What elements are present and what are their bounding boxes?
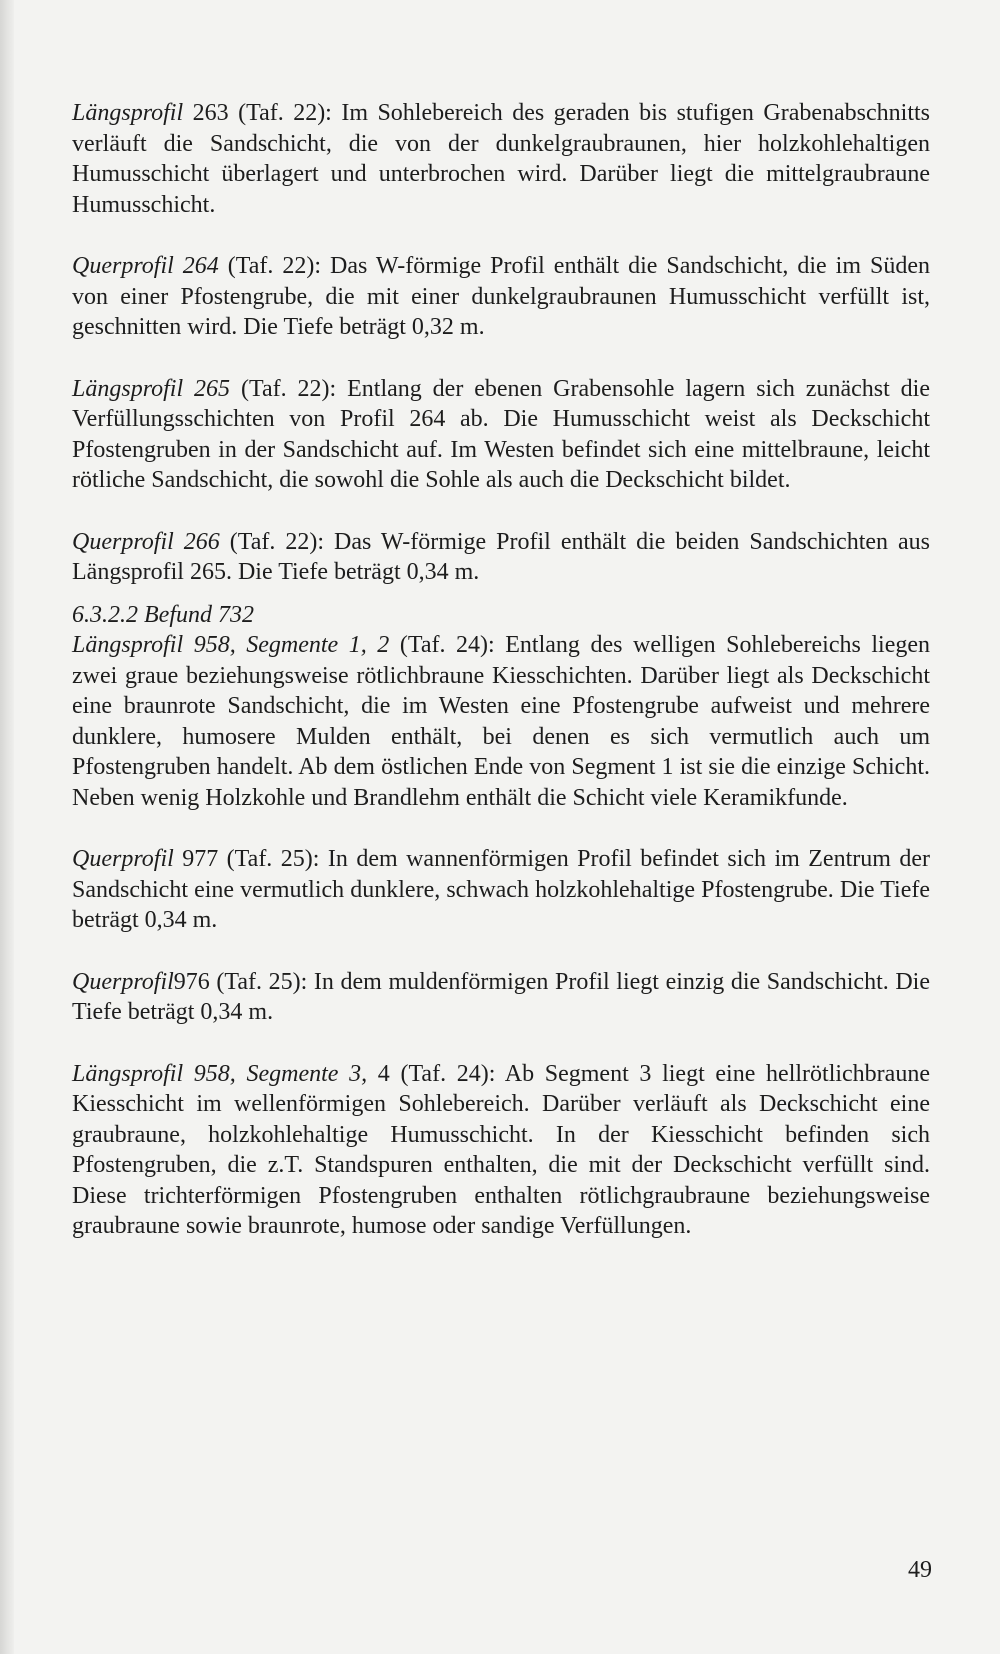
profile-number: 263 — [183, 100, 229, 126]
profile-label: Querprofil 266 — [72, 528, 220, 555]
profile-number: 4 — [367, 1060, 390, 1087]
paragraph-laengsprofil-265 — [72, 374, 930, 496]
plate-reference: (Taf. 22): — [230, 375, 348, 402]
paragraph-querprofil-976 — [72, 967, 930, 1028]
paragraph-querprofil-977 — [72, 844, 930, 936]
plate-reference: (Taf. 22): — [219, 528, 335, 555]
profile-label: Längsprofil — [72, 100, 184, 126]
paragraph-querprofil-266 — [72, 527, 930, 588]
paragraph-text: Das W-förmige Profil enthält die Sandschicht, die im Süden von einer Pfostengrube, die mit einer dunkelgraubraunen Humusschicht verfüllt ist, geschnitten wird. Die Tiefe beträgt 0,32 m. — [72, 253, 930, 340]
profile-number: 976 — [173, 968, 210, 995]
paragraph-laengsprofil-263 — [72, 98, 930, 220]
profile-label: Querprofil — [72, 968, 174, 995]
profile-label: Querprofil 264 — [72, 253, 219, 279]
paragraph-text: In dem muldenförmigen Profil liegt einzig die Sandschicht. Die Tiefe beträgt 0,34 m. — [72, 968, 930, 1025]
plate-reference: (Taf. 24): — [389, 1060, 505, 1087]
profile-label: Querprofil — [72, 846, 174, 872]
paragraph-text: Im Sohlebereich des geraden bis stufigen Grabenabschnitts verläuft die Sandschicht, die von der dunkelgraubraunen, hier holzkohlehaltigen Humusschicht überlagert und unterbrochen wird. Darüber liegt die mittelgraubraune Humusschicht. — [72, 100, 931, 218]
page-binding-shadow — [0, 0, 14, 1654]
profile-number: 977 — [173, 846, 219, 872]
plate-reference: (Taf. 22): — [218, 253, 330, 279]
plate-reference: (Taf. 24): — [389, 632, 506, 658]
paragraph-text: Das W-förmige Profil enthält die beiden Sandschichten aus Längsprofil 265. Die Tiefe beträgt 0,34 m. — [72, 528, 931, 585]
profile-label: Längsprofil 958, Segmente 3, — [72, 1060, 368, 1087]
paragraph-laengsprofil-958-segments-3-4 — [72, 1059, 930, 1242]
paragraph-laengsprofil-958-segments-1-2 — [72, 630, 930, 813]
paragraph-text: Entlang der ebenen Grabensohle lagern sich zunächst die Verfüllungsschichten von Profil 264 ab. Die Humusschicht weist als Deckschicht Pfostengruben in der Sandschicht auf. Im Westen befindet sich eine mittelbraune, leicht rötliche Sandschicht, die sowohl die Sohle als auch die Deckschicht bildet. — [72, 375, 931, 493]
profile-label: Längsprofil 265 — [72, 375, 231, 402]
paragraph-text: In dem wannenförmigen Profil befindet sich im Zentrum der Sandschicht eine vermutlich dunklere, schwach holzkohlehaltige Pfostengrube. Die Tiefe beträgt 0,34 m. — [72, 846, 930, 933]
paragraph-querprofil-264 — [72, 251, 930, 343]
body-text — [72, 98, 930, 1242]
page-number: 49 — [908, 1557, 932, 1583]
paragraph-text: Ab Segment 3 liegt eine hellrötlichbraune Kiesschicht im wellenförmigen Sohlebereich. Darüber verläuft als Deckschicht eine graubraune, holzkohlehaltige Humusschicht. In der Kiesschicht befinden sich Pfostengruben, die z.T. Standspuren enthalten, die mit der Deckschicht verfüllt sind. Diese trichterförmigen Pfostengruben enthalten rötlichgraubraune beziehungsweise graubraune sowie braunrote, humose oder sandige Verfüllungen. — [72, 1060, 930, 1239]
paragraph-text: Entlang des welligen Sohlebereichs liegen zwei graue beziehungsweise rötlichbraune Kiesschichten. Darüber liegt als Deckschicht eine braunrote Sandschicht, die im Westen eine Pfostengrube aufweist und mehrere dunklere, humosere Mulden enthält, bei denen es sich vermutlich auch um Pfostengruben handelt. Ab dem östlichen Ende von Segment 1 ist sie die einzige Schicht. Neben wenig Holzkohle und Brandlehm enthält die Schicht viele Keramikfunde. — [72, 632, 931, 811]
plate-reference: (Taf. 22): — [228, 100, 342, 126]
plate-reference: (Taf. 25): — [218, 846, 328, 872]
profile-label: Längsprofil 958, Segmente 1, 2 — [72, 632, 390, 658]
section-heading: 6.3.2.2 Befund 732 — [72, 601, 254, 628]
plate-reference: (Taf. 25): — [209, 968, 314, 995]
